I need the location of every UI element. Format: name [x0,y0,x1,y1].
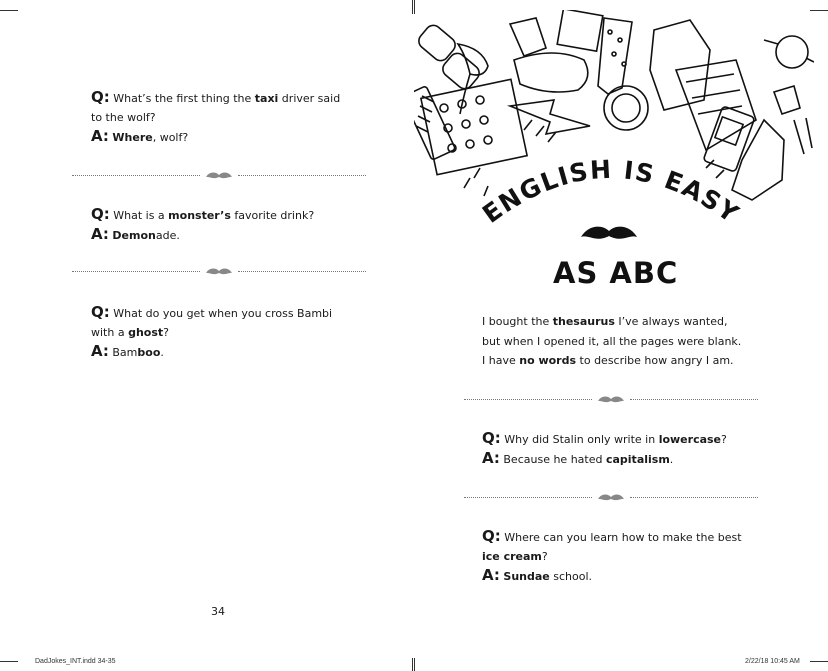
crop-mark [0,661,18,662]
question-text [504,433,727,446]
text-run: favorite drink? [230,209,315,222]
section-divider [464,395,758,405]
q-label: Q: [482,527,501,545]
text-run: to describe how angry I am. [576,354,734,367]
q-label: Q: [91,205,110,223]
mustache-icon [597,493,625,503]
text-run: Because he hated [503,453,606,466]
bold-pun: monster’s [168,209,231,222]
joke-5 [482,527,744,586]
question-text [482,531,742,563]
question [482,527,744,566]
chapter-title-line-1: ENGLISH IS EASY [477,154,745,230]
question [482,429,752,449]
crop-mark [0,10,18,11]
section-divider [464,493,758,503]
crop-mark [412,658,413,671]
joke-2 [91,205,346,245]
mustache-icon [597,395,625,405]
right-page [414,0,828,671]
joke-1 [91,88,346,147]
bold-pun: Demon [112,229,156,242]
answer-text [503,453,673,466]
question-text [113,209,314,222]
date-slug: 2/22/18 10:45 AM [745,658,800,665]
answer [482,449,752,469]
section-divider [72,267,366,277]
text-run: I bought the [482,315,553,328]
mustache-icon [205,171,233,181]
joke-4 [482,429,752,469]
a-label: A: [482,449,500,467]
mustache-icon [205,267,233,277]
question [91,303,356,342]
text-run: Where can you learn how to make the best [504,531,742,544]
text-run: ade. [155,229,180,242]
answer [91,342,356,362]
question-text [91,92,340,124]
svg-text:ENGLISH IS EASY [477,155,745,229]
question-text [91,307,332,339]
question [91,88,346,127]
joke-3 [91,303,356,362]
page-number: 34 [211,605,225,618]
bold-pun: Where [112,131,153,144]
text-run: . [160,346,164,359]
a-label: A: [91,225,109,243]
text-run: Bam [112,346,138,359]
chapter-title [414,0,828,260]
file-slug: DadJokes_INT.indd 34-35 [35,658,116,665]
answer [91,127,346,147]
answer [482,566,744,586]
answer-text [503,570,592,583]
bold-pun: capitalism [605,453,670,466]
crop-mark [412,0,413,14]
a-label: A: [482,566,500,584]
answer-text [112,346,164,359]
text-run: ? [541,550,548,563]
text-run: . [669,453,674,466]
section-divider [72,171,366,181]
answer [91,225,346,245]
bold-pun: ice cream [482,550,542,563]
bold-pun: Sundae [503,570,550,583]
text-run: , wolf? [152,131,189,144]
crop-mark [414,658,415,671]
text-run: ? [163,326,169,339]
intro-joke [482,312,744,371]
text-run: driver said to the wolf? [91,92,341,124]
text-run: What is a [113,209,169,222]
text-run: school. [549,570,592,583]
bold-pun: lowercase [658,433,722,446]
intro-joke-text [482,315,741,367]
answer-text [112,131,188,144]
question [91,205,346,225]
bold-pun: taxi [254,92,279,105]
text-run: Why did Stalin only write in [504,433,659,446]
text-run: What do you get when you cross Bambi with a [91,307,333,339]
q-label: Q: [91,303,110,321]
answer-text [112,229,179,242]
q-label: Q: [91,88,110,106]
bold-pun: boo [137,346,161,359]
crop-mark [810,661,828,662]
bold-pun: no words [519,354,577,367]
q-label: Q: [482,429,501,447]
a-label: A: [91,127,109,145]
text-run: ? [721,433,727,446]
text-run: What’s the first thing the [113,92,255,105]
chapter-title-line-2: AS ABC [553,256,679,290]
text-run: I’ve always wanted, but when I opened it, all the pages were blank. I have [482,315,742,367]
bold-pun: thesaurus [552,315,615,328]
a-label: A: [91,342,109,360]
bold-pun: ghost [128,326,164,339]
mustache-icon [580,224,638,244]
